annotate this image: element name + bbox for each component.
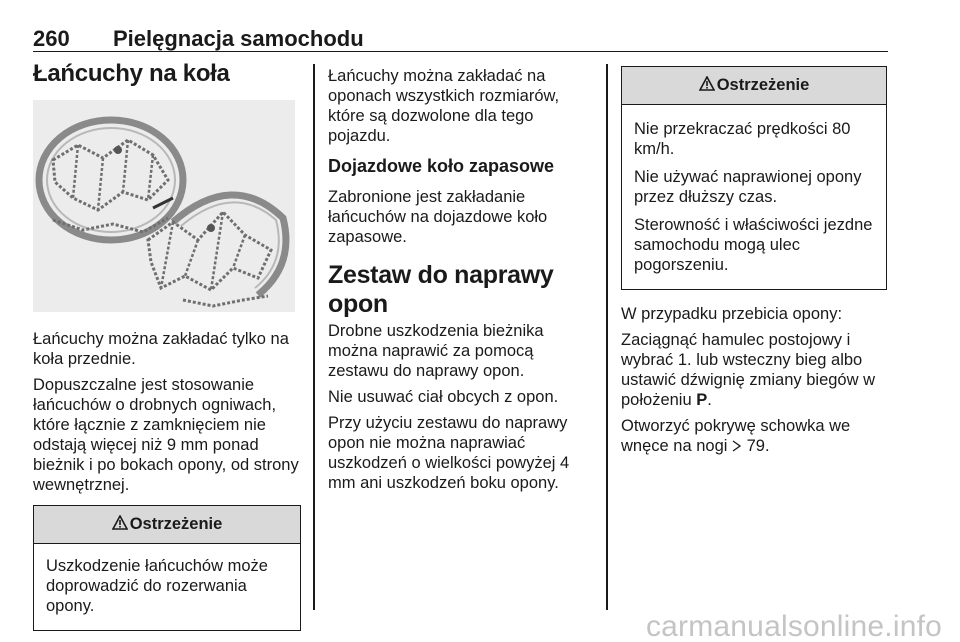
spare-wheel-heading: Dojazdowe koło zapasowe: [328, 156, 555, 176]
page-number: 260: [33, 26, 70, 51]
snow-chains-illustration: [33, 100, 295, 312]
repair-kit-heading: Zestaw do naprawy opon: [328, 261, 554, 318]
page-header: [33, 26, 888, 52]
warning-text: Nie używać naprawionej opony przez dłuższy czas.: [634, 168, 862, 206]
text-span: Otworzyć pokrywę schowka we wnęce na nogi: [621, 417, 851, 455]
warning-box: [621, 66, 887, 290]
warning-triangle-icon: [112, 515, 128, 535]
paragraph: Zabronione jest zakładanie łańcuchów na dojazdowe koło zapasowe.: [328, 188, 548, 246]
column-1: [33, 60, 301, 631]
paragraph: Łańcuchy można zakładać na oponach wszystkich rozmiarów, które są dozwolone dla tego pojazdu.: [328, 67, 560, 145]
text-span: Zaciągnąć hamulec postojowy i wybrać 1. lub wsteczny bieg albo ustawić dźwignię zmiany biegów w położeniu: [621, 331, 876, 409]
warning-text: Sterowność i właściwości jezdne samochodu mogą ulec pogorszeniu.: [634, 216, 873, 274]
watermark: carmanualsonline.info: [645, 610, 942, 642]
column-2: [328, 66, 596, 499]
warning-text: Nie przekraczać prędkości 80 km/h.: [634, 120, 851, 158]
warning-header: [622, 67, 886, 105]
page-reference-link[interactable]: 79: [746, 437, 765, 455]
paragraph: Łańcuchy można zakładać tylko na koła przednie.: [33, 330, 289, 368]
paragraph: Dopuszczalne jest stosowanie łańcuchów o drobnych ogniwach, które łącznie z zamknięciem nie odstają więcej niż 9 mm ponad bieżnik i po bokach opony, od strony wewnętrznej.: [33, 376, 299, 494]
warning-box: [33, 505, 301, 631]
text-span: .: [707, 391, 712, 409]
column-divider: [313, 64, 315, 610]
paragraph: [621, 330, 887, 410]
warning-header: [34, 506, 300, 544]
paragraph: Nie usuwać ciał obcych z opon.: [328, 388, 559, 406]
paragraph: Przy użyciu zestawu do naprawy opon nie można naprawiać uszkodzeń o wielkości powyżej 4 mm ani uszkodzeń boku opony.: [328, 414, 570, 492]
paragraph: [621, 416, 887, 456]
warning-title: Ostrzeżenie: [129, 515, 223, 533]
column-divider: [606, 64, 608, 610]
snow-chains-heading: Łańcuchy na koła: [33, 60, 230, 87]
text-span: .: [764, 437, 770, 455]
reference-arrow-icon: [732, 437, 742, 455]
gear-position: P: [696, 391, 708, 409]
column-3: [621, 66, 887, 462]
warning-title: Ostrzeżenie: [716, 76, 810, 94]
warning-triangle-icon: [699, 76, 715, 96]
warning-text: Uszkodzenie łańcuchów może doprowadzić do rozerwania opony.: [46, 557, 268, 615]
paragraph: Drobne uszkodzenia bieżnika można naprawić za pomocą zestawu do naprawy opon.: [328, 322, 544, 380]
paragraph: W przypadku przebicia opony:: [621, 305, 843, 323]
section-title: Pielęgnacja samochodu: [113, 26, 364, 51]
